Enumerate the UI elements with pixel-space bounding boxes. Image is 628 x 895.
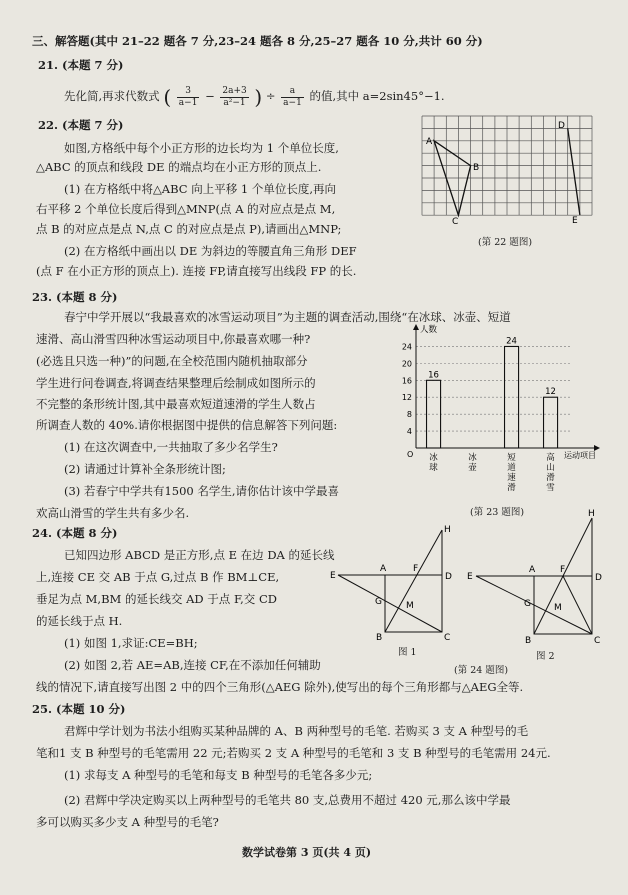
q25-title: 25. (本题 10 分) xyxy=(32,702,126,716)
y-tick-20: 20 xyxy=(401,359,412,369)
category-label-3-3: 雪 xyxy=(546,483,555,493)
left-paren: ( xyxy=(163,85,172,109)
q22-caption: (第 22 题图) xyxy=(478,237,533,248)
fig2-label-m: M xyxy=(554,603,562,613)
fig1-label-m: M xyxy=(406,601,414,611)
q25-line-4: (2) 君辉中学决定购买以上两种型号的毛笔共 80 支,总费用不超过 420 元,那么该中学最 xyxy=(64,793,511,807)
fig1-label-c: C xyxy=(444,633,451,643)
fig2-label-a: A xyxy=(529,565,536,575)
y-tick-4: 4 xyxy=(406,427,412,437)
q21-f2-num: 2a+3 xyxy=(222,85,247,96)
y-axis-arrow xyxy=(413,324,419,330)
fig2-label-c: C xyxy=(594,636,601,646)
category-label-2-2: 速 xyxy=(507,473,516,483)
q24-caption: (第 24 题图) xyxy=(454,665,509,676)
page-footer: 数学试卷第 3 页(共 4 页) xyxy=(242,846,372,859)
category-label-1-1: 壶 xyxy=(468,463,477,473)
q25-line-3: (1) 求每支 A 种型号的毛笔和每支 B 种型号的毛笔各多少元; xyxy=(64,768,373,782)
category-label-3-1: 山 xyxy=(546,463,555,473)
origin-label: O xyxy=(407,450,414,459)
y-tick-12: 12 xyxy=(401,393,412,403)
q22-line-7: (点 F 在小正方形的顶点上). 连接 FP,请直接写出线段 FP 的长. xyxy=(36,264,357,278)
q24-line-1: 已知四边形 ABCD 是正方形,点 E 在边 DA 的延长线 xyxy=(64,548,335,562)
q21-text-pre: 先化简,再求代数式 xyxy=(64,89,160,103)
q23-line-4: 学生进行问卷调查,将调查结果整理后绘制成如图所示的 xyxy=(36,376,316,390)
category-label-0-0: 冰 xyxy=(429,453,438,463)
q24-line-6: (2) 如图 2,若 AE=AB,连接 CF,在不添加任何辅助 xyxy=(64,658,321,672)
x-axis-label: 运动项目 xyxy=(564,451,596,460)
fig1-caption: 图 1 xyxy=(398,647,417,658)
line-cf xyxy=(563,576,592,634)
label-b: B xyxy=(473,163,480,173)
y-tick-24: 24 xyxy=(401,342,412,352)
chart-text xyxy=(402,324,596,493)
category-label-0-1: 球 xyxy=(429,463,438,473)
q23-line-8: (2) 请通过计算补全条形统计图; xyxy=(64,462,226,476)
q23-line-10: 欢高山滑雪的学生共有多少名. xyxy=(36,506,190,520)
fig1-label-h: H xyxy=(444,525,451,535)
q23-line-5: 不完整的条形统计图,其中最喜欢短道速滑的学生人数占 xyxy=(36,397,316,411)
fig2-label-e: E xyxy=(467,572,473,582)
y-tick-16: 16 xyxy=(401,376,412,386)
q21-minus: − xyxy=(205,89,215,103)
bar-value-0: 16 xyxy=(428,370,439,381)
q21-text xyxy=(64,84,445,109)
q24-line-7: 线的情况下,请直接写出图 2 中的四个三角形(△AEG 除外),使写出的每个三角形都与△AEG全等. xyxy=(36,680,524,694)
q24-line-2: 上,连接 CE 交 AB 于点 G,过点 B 作 BM⊥CE, xyxy=(36,570,280,584)
fig2-label-f: F xyxy=(560,565,566,575)
q23-title: 23. (本题 8 分) xyxy=(32,290,118,304)
fig1-label-d: D xyxy=(445,572,452,582)
fig2-label-g: G xyxy=(524,599,531,609)
category-label-3-0: 高 xyxy=(546,453,555,463)
bar-value-3: 12 xyxy=(545,387,556,398)
fig2-label-h: H xyxy=(588,509,595,519)
q21-f2-den: a²−1 xyxy=(223,97,246,108)
q22-line-1: 如图,方格纸中每个小正方形的边长均为 1 个单位长度, xyxy=(64,141,339,155)
q22-grid-figure xyxy=(420,114,596,226)
q23-line-7: (1) 在这次调查中,一共抽取了多少名学生? xyxy=(64,440,278,454)
q22-line-2: △ABC 的顶点和线段 DE 的端点均在小正方形的顶点上. xyxy=(36,160,322,174)
fig1-label-g: G xyxy=(375,597,382,607)
q22-grid-lines xyxy=(422,116,592,215)
q23-caption: (第 23 题图) xyxy=(470,507,525,518)
q21-text-post: 的值,其中 a=2sin45°−1. xyxy=(309,89,445,103)
category-label-2-3: 滑 xyxy=(507,483,516,493)
q21-fraction-2 xyxy=(220,86,248,109)
q22-line-4: 右平移 2 个单位长度后得到△MNP(点 A 的对应点是点 M, xyxy=(36,202,336,216)
fig2-caption: 图 2 xyxy=(536,651,555,662)
category-label-2-0: 短 xyxy=(507,453,516,463)
q24-line-3: 垂足为点 M,BM 的延长线交 AD 于点 F,交 CD xyxy=(36,592,277,606)
label-c: C xyxy=(452,217,459,226)
q21-fraction-1 xyxy=(177,86,200,109)
q23-line-6: 所调查人数的 40%.请你根据图中提供的信息解答下列问题: xyxy=(36,418,338,432)
q21-f1-den: a−1 xyxy=(178,97,198,108)
section-header: 三、解答题(其中 21–22 题各 7 分,23–24 题各 8 分,25–27 题各 10 分,共计 60 分) xyxy=(32,34,483,48)
q23-line-2: 速滑、高山滑雪四种冰雪运动项目中,你最喜欢哪一种? xyxy=(36,332,311,346)
fig2-label-b: B xyxy=(525,636,532,646)
q21-fraction-3 xyxy=(281,86,304,109)
q21-div: ÷ xyxy=(265,89,276,103)
fig1-label-b: B xyxy=(376,633,383,643)
category-label-1-0: 冰 xyxy=(468,453,477,463)
q25-line-5: 多可以购买多少支 A 种型号的毛笔? xyxy=(36,815,219,829)
q25-line-1: 君辉中学计划为书法小组购买某种品牌的 A、B 两种型号的毛笔. 若购买 3 支 A 种型号的毛 xyxy=(64,724,529,738)
label-e: E xyxy=(572,216,578,226)
q24-title: 24. (本题 8 分) xyxy=(32,526,118,540)
q24-figure-2 xyxy=(464,506,614,656)
q21-f1-num: 3 xyxy=(177,86,200,98)
q21-f3-num: a xyxy=(281,86,304,98)
segment-de xyxy=(568,128,580,215)
category-label-2-1: 道 xyxy=(507,463,516,473)
q22-line-3: (1) 在方格纸中将△ABC 向上平移 1 个单位长度,再向 xyxy=(64,182,336,196)
q23-line-3: (必选且只选一种)”的问题,在全校范围内随机抽取部分 xyxy=(36,354,308,368)
q25-line-2: 笔和1 支 B 种型号的毛笔需用 22 元;若购买 2 支 A 种型号的毛笔和 3 支 B 种型号的毛笔需用 24元. xyxy=(36,746,551,760)
y-tick-8: 8 xyxy=(406,410,412,420)
y-axis-label: 人数 xyxy=(420,325,438,335)
fig1-label-f: F xyxy=(413,564,419,574)
q24-line-5: (1) 如图 1,求证:CE=BH; xyxy=(64,636,198,650)
square-abcd-2 xyxy=(534,576,592,634)
q24-line-4: 的延长线于点 H. xyxy=(36,614,123,628)
q23-line-9: (3) 若春宁中学共有1500 名学生,请你估计该中学最喜 xyxy=(64,484,340,498)
bar-3 xyxy=(544,397,558,448)
q23-bar-chart xyxy=(392,322,614,498)
label-a: A xyxy=(426,137,433,147)
q22-title: 22. (本题 7 分) xyxy=(38,118,124,132)
fig2-label-d: D xyxy=(595,573,602,583)
right-paren: ) xyxy=(254,85,263,109)
q21-f3-den: a−1 xyxy=(283,97,302,108)
category-label-3-2: 滑 xyxy=(546,473,555,483)
q21-title: 21. (本题 7 分) xyxy=(38,58,124,72)
bar-value-2: 24 xyxy=(506,336,517,347)
label-d: D xyxy=(558,121,565,131)
q22-line-5: 点 B 的对应点是点 N,点 C 的对应点是点 P),请画出△MNP; xyxy=(36,222,342,236)
fig1-label-a: A xyxy=(380,564,387,574)
fig1-label-e: E xyxy=(330,571,336,581)
q23-line-1: 春宁中学开展以“我最喜欢的冰雪运动项目”为主题的调查活动,围绕“在冰球、冰壶、短道 xyxy=(64,310,511,324)
q24-figure-1 xyxy=(330,522,460,652)
q22-line-6: (2) 在方格纸中画出以 DE 为斜边的等腰直角三角形 DEF xyxy=(64,244,357,258)
